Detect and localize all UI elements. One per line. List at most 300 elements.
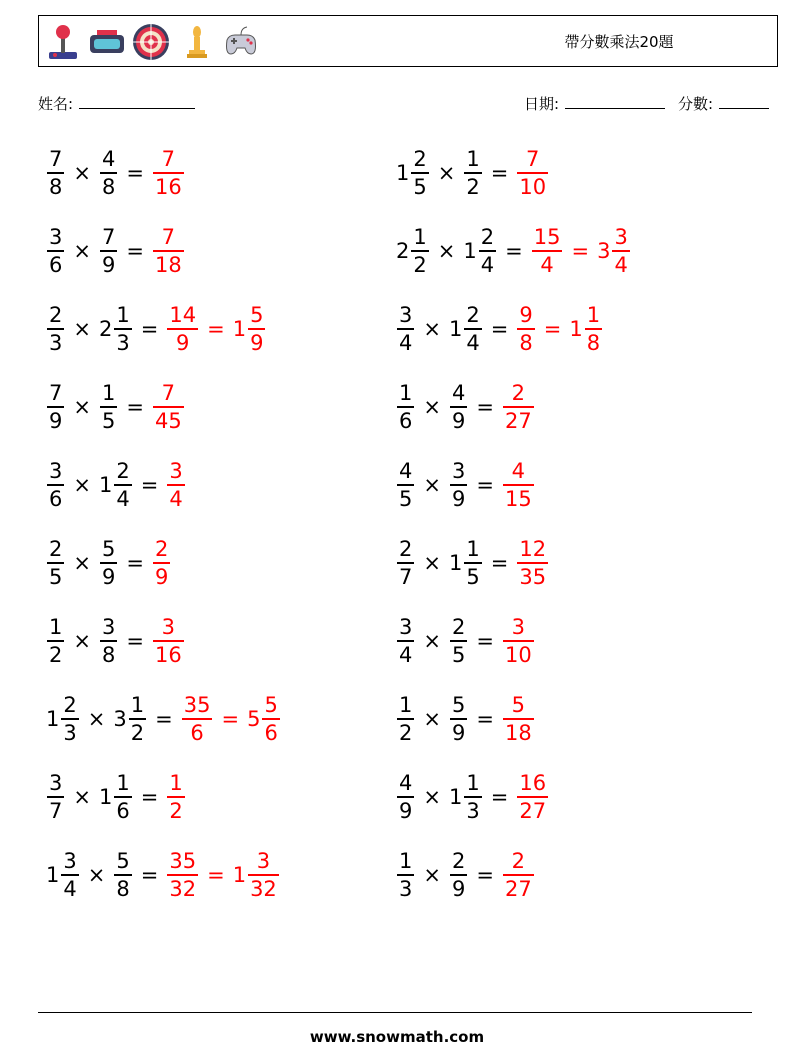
- numerator: 5: [250, 303, 264, 328]
- denominator: 6: [264, 720, 278, 745]
- denominator: 3: [63, 720, 77, 745]
- numerator: 1: [101, 381, 116, 406]
- fraction: [450, 380, 467, 434]
- fraction: [503, 848, 534, 902]
- denominator: 9: [49, 408, 63, 433]
- fraction: [503, 458, 534, 512]
- equals-sign: =: [476, 473, 494, 497]
- fraction: [517, 302, 534, 356]
- whole-part: 1: [232, 863, 247, 887]
- denominator: 2: [169, 798, 183, 823]
- numerator: 3: [399, 303, 413, 328]
- numerator: 15: [533, 225, 561, 250]
- times-sign: ×: [73, 239, 91, 263]
- numerator: 1: [116, 771, 130, 796]
- denominator: 9: [176, 330, 190, 355]
- whole-part: 3: [597, 239, 611, 263]
- numerator: 1: [586, 303, 601, 328]
- header-box: [38, 15, 778, 67]
- denominator: 5: [101, 408, 116, 433]
- denominator: 9: [154, 564, 169, 589]
- problem-item: [46, 531, 171, 595]
- times-sign: ×: [87, 863, 106, 887]
- answer: [516, 302, 603, 356]
- fraction: [61, 692, 78, 746]
- denominator: 45: [154, 408, 182, 433]
- numerator: 1: [399, 381, 413, 406]
- equals-sign: =: [505, 239, 523, 263]
- whole-part: 1: [98, 473, 113, 497]
- fraction: [517, 146, 548, 200]
- numerator: 3: [49, 771, 63, 796]
- times-sign: ×: [73, 473, 91, 497]
- denominator: 2: [413, 252, 427, 277]
- numerator: 7: [161, 225, 176, 250]
- fraction: [397, 380, 414, 434]
- times-sign: ×: [423, 785, 441, 809]
- denominator: 5: [451, 642, 466, 667]
- whole-part: 1: [46, 707, 60, 731]
- denominator: 4: [399, 642, 413, 667]
- fraction: [397, 458, 414, 512]
- chess-bishop-icon: [177, 22, 217, 62]
- denominator: 4: [399, 330, 413, 355]
- fraction: [532, 224, 563, 278]
- equals-sign: =: [126, 551, 144, 575]
- numerator: 5: [264, 693, 278, 718]
- equals-sign: =: [126, 629, 144, 653]
- denominator: 9: [451, 408, 466, 433]
- answer: [166, 302, 266, 356]
- whole-part: 1: [448, 551, 463, 575]
- numerator: 2: [413, 147, 427, 172]
- fraction: [397, 692, 414, 746]
- times-sign: ×: [423, 317, 441, 341]
- fraction: [114, 848, 131, 902]
- times-sign: ×: [73, 395, 91, 419]
- numerator: 5: [451, 693, 466, 718]
- denominator: 6: [399, 408, 413, 433]
- score-blank[interactable]: [719, 92, 769, 109]
- problem-item: [396, 297, 603, 361]
- numerator: 2: [511, 849, 526, 874]
- fraction: [114, 302, 131, 356]
- denominator: 3: [399, 876, 413, 901]
- denominator: 6: [190, 720, 204, 745]
- score-label: 分數:: [678, 95, 714, 113]
- denominator: 5: [49, 564, 63, 589]
- date-label: 日期:: [524, 95, 560, 113]
- numerator: 2: [451, 849, 466, 874]
- answer: [516, 146, 549, 200]
- denominator: 4: [63, 876, 77, 901]
- denominator: 2: [399, 720, 413, 745]
- numerator: 2: [49, 303, 63, 328]
- answer-equals-sign: =: [207, 317, 225, 341]
- numerator: 4: [511, 459, 526, 484]
- denominator: 10: [504, 642, 532, 667]
- denominator: 8: [586, 330, 601, 355]
- denominator: 16: [154, 174, 182, 199]
- problem-item: [396, 609, 535, 673]
- answer: [181, 692, 281, 746]
- denominator: 9: [451, 876, 466, 901]
- denominator: 8: [519, 330, 533, 355]
- equals-sign: =: [476, 629, 494, 653]
- times-sign: ×: [423, 395, 441, 419]
- times-sign: ×: [423, 707, 441, 731]
- times-sign: ×: [73, 551, 91, 575]
- answer: [502, 848, 535, 902]
- equals-sign: =: [490, 317, 509, 341]
- fraction: [47, 614, 64, 668]
- denominator: 9: [250, 330, 264, 355]
- fraction: [397, 848, 414, 902]
- denominator: 4: [466, 330, 480, 355]
- fraction: [153, 380, 184, 434]
- problem-item: [46, 219, 185, 283]
- numerator: 4: [101, 147, 116, 172]
- times-sign: ×: [423, 551, 441, 575]
- numerator: 7: [526, 147, 540, 172]
- numerator: 3: [614, 225, 628, 250]
- fraction: [450, 614, 467, 668]
- sheet-title: 帶分數乘法20題: [564, 33, 674, 51]
- fraction: [248, 848, 279, 902]
- fraction: [397, 302, 414, 356]
- numerator: 2: [511, 381, 526, 406]
- fraction: [129, 692, 146, 746]
- answer: [531, 224, 631, 278]
- dartboard-icon: [131, 22, 171, 62]
- times-sign: ×: [73, 161, 91, 185]
- fraction: [153, 146, 184, 200]
- answer-equals-sign: =: [221, 707, 240, 731]
- problem-item: [46, 297, 266, 361]
- fraction: [585, 302, 602, 356]
- fraction: [47, 224, 64, 278]
- numerator: 1: [399, 849, 413, 874]
- whole-part: 1: [98, 785, 113, 809]
- denominator: 6: [49, 252, 63, 277]
- denominator: 16: [154, 642, 182, 667]
- fraction: [503, 380, 534, 434]
- fraction: [464, 536, 481, 590]
- date-blank[interactable]: [565, 92, 665, 109]
- fraction: [153, 614, 184, 668]
- numerator: 3: [161, 615, 176, 640]
- problem-item: [46, 765, 186, 829]
- whole-part: 1: [46, 863, 60, 887]
- numerator: 3: [511, 615, 526, 640]
- denominator: 8: [101, 642, 116, 667]
- answer: [502, 614, 535, 668]
- numerator: 3: [399, 615, 413, 640]
- fraction: [47, 146, 64, 200]
- numerator: 1: [169, 771, 183, 796]
- denominator: 5: [466, 564, 480, 589]
- fraction: [100, 614, 117, 668]
- fraction: [450, 692, 467, 746]
- denominator: 8: [101, 174, 116, 199]
- fraction: [503, 614, 534, 668]
- numerator: 3: [49, 225, 63, 250]
- answer: [502, 380, 535, 434]
- fraction: [411, 224, 428, 278]
- fraction: [479, 224, 496, 278]
- whole-part: 1: [448, 785, 463, 809]
- numerator: 7: [49, 381, 63, 406]
- denominator: 8: [49, 174, 63, 199]
- name-blank[interactable]: [79, 92, 195, 109]
- answer: [502, 458, 535, 512]
- numerator: 2: [63, 693, 77, 718]
- problem-item: [396, 687, 535, 751]
- equals-sign: =: [155, 707, 173, 731]
- answer: [152, 614, 185, 668]
- numerator: 3: [49, 459, 63, 484]
- times-sign: ×: [423, 629, 441, 653]
- joystick-icon: [45, 22, 85, 62]
- denominator: 7: [49, 798, 63, 823]
- times-sign: ×: [73, 317, 91, 341]
- denominator: 2: [49, 642, 63, 667]
- answer: [166, 770, 185, 824]
- fraction: [114, 770, 131, 824]
- denominator: 6: [49, 486, 63, 511]
- fraction: [167, 458, 184, 512]
- equals-sign: =: [476, 863, 494, 887]
- times-sign: ×: [423, 473, 441, 497]
- date-field[interactable]: [524, 92, 665, 114]
- fraction: [61, 848, 78, 902]
- name-label: 姓名:: [38, 95, 74, 113]
- fraction: [262, 692, 279, 746]
- numerator: 3: [451, 459, 466, 484]
- denominator: 9: [101, 252, 116, 277]
- fraction: [114, 458, 131, 512]
- fraction: [450, 458, 467, 512]
- problem-item: [396, 219, 631, 283]
- whole-part: 1: [448, 317, 463, 341]
- problem-item: [46, 609, 185, 673]
- fraction: [464, 770, 481, 824]
- equals-sign: =: [140, 473, 159, 497]
- numerator: 12: [519, 537, 547, 562]
- numerator: 1: [466, 771, 480, 796]
- equals-sign: =: [490, 785, 509, 809]
- answer: [516, 536, 549, 590]
- times-sign: ×: [437, 239, 456, 263]
- equals-sign: =: [490, 551, 509, 575]
- whole-part: 1: [232, 317, 247, 341]
- fraction: [464, 302, 481, 356]
- denominator: 4: [116, 486, 130, 511]
- denominator: 4: [480, 252, 495, 277]
- gamepad-icon: [221, 22, 261, 62]
- denominator: 35: [519, 564, 547, 589]
- denominator: 8: [116, 876, 130, 901]
- numerator: 2: [480, 225, 495, 250]
- denominator: 9: [451, 720, 466, 745]
- problem-item: [46, 843, 280, 907]
- numerator: 1: [413, 225, 427, 250]
- problem-item: [46, 375, 185, 439]
- problem-item: [46, 453, 186, 517]
- numerator: 1: [116, 303, 130, 328]
- fraction: [464, 146, 481, 200]
- numerator: 4: [399, 459, 413, 484]
- footer-divider: [38, 1012, 752, 1013]
- fraction: [450, 848, 467, 902]
- numerator: 1: [49, 615, 63, 640]
- answer-equals-sign: =: [543, 317, 562, 341]
- problem-item: [46, 141, 185, 205]
- denominator: 4: [540, 252, 554, 277]
- denominator: 15: [504, 486, 532, 511]
- denominator: 10: [519, 174, 547, 199]
- denominator: 3: [49, 330, 63, 355]
- denominator: 18: [154, 252, 182, 277]
- name-field[interactable]: [38, 92, 195, 114]
- fraction: [47, 536, 64, 590]
- fraction: [397, 536, 414, 590]
- fraction: [612, 224, 629, 278]
- numerator: 7: [49, 147, 63, 172]
- denominator: 5: [413, 174, 427, 199]
- answer: [152, 146, 185, 200]
- problem-item: [46, 687, 281, 751]
- times-sign: ×: [87, 707, 106, 731]
- equals-sign: =: [140, 317, 159, 341]
- problem-item: [396, 375, 535, 439]
- numerator: 2: [399, 537, 413, 562]
- numerator: 4: [451, 381, 466, 406]
- whole-part: 2: [396, 239, 410, 263]
- numerator: 4: [399, 771, 413, 796]
- fraction: [100, 536, 117, 590]
- denominator: 32: [250, 876, 277, 901]
- answer-equals-sign: =: [571, 239, 590, 263]
- equals-sign: =: [140, 785, 159, 809]
- denominator: 4: [614, 252, 628, 277]
- numerator: 7: [161, 147, 176, 172]
- denominator: 27: [504, 408, 532, 433]
- denominator: 27: [519, 798, 547, 823]
- answer: [152, 224, 185, 278]
- fraction: [182, 692, 213, 746]
- numerator: 1: [399, 693, 413, 718]
- numerator: 35: [183, 693, 211, 718]
- times-sign: ×: [73, 629, 91, 653]
- times-sign: ×: [437, 161, 456, 185]
- numerator: 3: [101, 615, 116, 640]
- denominator: 9: [101, 564, 116, 589]
- denominator: 5: [399, 486, 413, 511]
- equals-sign: =: [126, 395, 144, 419]
- denominator: 9: [399, 798, 413, 823]
- whole-part: 1: [396, 161, 410, 185]
- numerator: 2: [451, 615, 466, 640]
- problem-item: [396, 531, 549, 595]
- answer-equals-sign: =: [207, 863, 225, 887]
- vr-headset-icon: [87, 22, 127, 62]
- denominator: 18: [504, 720, 532, 745]
- fraction: [153, 536, 170, 590]
- numerator: 3: [63, 849, 77, 874]
- fraction: [411, 146, 428, 200]
- numerator: 2: [466, 303, 480, 328]
- fraction: [248, 302, 265, 356]
- fraction: [397, 770, 414, 824]
- fraction: [47, 302, 64, 356]
- denominator: 2: [130, 720, 145, 745]
- numerator: 2: [154, 537, 169, 562]
- answer: [166, 458, 185, 512]
- numerator: 3: [256, 849, 271, 874]
- footer-url[interactable]: www.snowmath.com: [309, 1028, 485, 1046]
- numerator: 16: [519, 771, 547, 796]
- denominator: 2: [466, 174, 480, 199]
- fraction: [167, 848, 198, 902]
- numerator: 1: [130, 693, 145, 718]
- equals-sign: =: [476, 707, 494, 731]
- whole-part: 1: [569, 317, 583, 341]
- fraction: [167, 302, 198, 356]
- numerator: 2: [116, 459, 130, 484]
- denominator: 32: [169, 876, 197, 901]
- denominator: 7: [399, 564, 413, 589]
- fraction: [167, 770, 184, 824]
- equals-sign: =: [140, 863, 159, 887]
- times-sign: ×: [423, 863, 441, 887]
- equals-sign: =: [476, 395, 494, 419]
- fraction: [47, 770, 64, 824]
- fraction: [100, 146, 117, 200]
- denominator: 4: [169, 486, 183, 511]
- numerator: 5: [116, 849, 130, 874]
- numerator: 1: [466, 147, 480, 172]
- whole-part: 1: [463, 239, 477, 263]
- problem-item: [396, 843, 535, 907]
- answer: [502, 692, 535, 746]
- score-field[interactable]: [678, 92, 769, 114]
- answer: [152, 380, 185, 434]
- problem-item: [396, 453, 535, 517]
- answer: [166, 848, 279, 902]
- answer: [516, 770, 549, 824]
- fraction: [397, 614, 414, 668]
- problem-item: [396, 765, 549, 829]
- whole-part: 5: [247, 707, 261, 731]
- fraction: [100, 224, 117, 278]
- numerator: 7: [161, 381, 176, 406]
- equals-sign: =: [490, 161, 509, 185]
- denominator: 6: [116, 798, 130, 823]
- whole-part: 3: [113, 707, 127, 731]
- whole-part: 2: [98, 317, 113, 341]
- numerator: 5: [511, 693, 526, 718]
- answer: [152, 536, 171, 590]
- numerator: 7: [101, 225, 116, 250]
- denominator: 9: [451, 486, 466, 511]
- fraction: [47, 380, 64, 434]
- denominator: 27: [504, 876, 532, 901]
- numerator: 35: [169, 849, 197, 874]
- denominator: 3: [466, 798, 480, 823]
- numerator: 5: [101, 537, 116, 562]
- fraction: [153, 224, 184, 278]
